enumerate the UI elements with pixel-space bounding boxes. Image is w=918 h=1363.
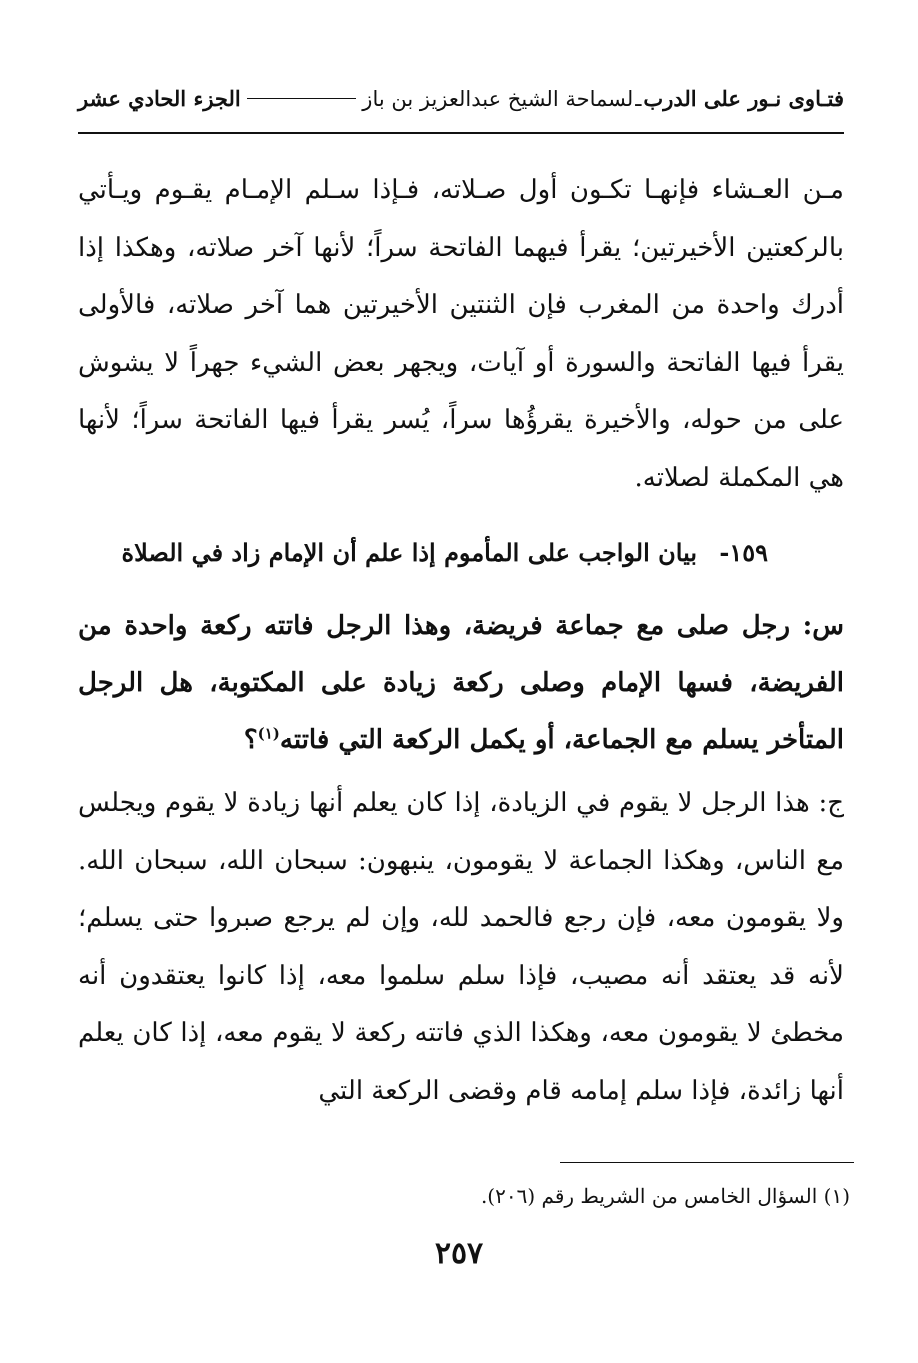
header-dash-rule — [247, 98, 357, 99]
footnote-divider — [560, 1162, 854, 1163]
section-number: ١٥٩- — [719, 538, 768, 567]
section-title: بيان الواجب على المأموم إذا علم أن الإمام زاد في الصلاة — [121, 538, 697, 567]
section-heading — [78, 533, 768, 573]
question-end-mark: ؟ — [243, 725, 258, 755]
question-text: س: رجل صلى مع جماعة فريضة، وهذا الرجل فاتته ركعة واحدة من الفريضة، فسها الإمام وصلى ركعة زيادة على المكتوبة، هل الرجل المتأخر يسلم مع الجماعة، أو يكمل الركعة التي فاتته — [78, 611, 844, 755]
author-name: لسماحة الشيخ عبدالعزيز بن باز — [362, 87, 634, 111]
header-divider — [78, 132, 844, 134]
question-paragraph — [78, 598, 844, 769]
answer-paragraph: ج: هذا الرجل لا يقوم في الزيادة، إذا كان يعلم أنها زيادة لا يقوم ويجلس مع الناس، وهكذا الجماعة لا يقومون، ينبهون: سبحان الله، سبحان الله. ولا يقومون معه، فإن رجع فالحمد لله، وإن لم يرجع صبروا حتى يسلم؛ لأنه قد يعتقد أنه مصيب، فإذا سلم سلموا معه، إذا كانوا يعتقدون أنه مخطئ لا يقومون معه، وهكذا الذي فاتته ركعة لا يقوم معه، إذا كان يعلم أنها زائدة، فإذا سلم إمامه قام وقضى الركعة التي — [78, 788, 845, 1106]
volume-part: الجزء الحادي عشر — [78, 86, 241, 111]
running-header — [78, 86, 844, 111]
book-title: فتـاوى نـور على الدرب — [643, 86, 844, 111]
page-number: ٢٥٧ — [434, 1236, 484, 1271]
continuation-paragraph: مـن العـشاء فإنهـا تكـون أول صـلاته، فـإذا سـلم الإمـام يقـوم ويـأتي بالركعتين الأخيرتين؛ يقرأ فيهما الفاتحة سراً؛ لأنها آخر صلاته، وهكذا إذا أدرك واحدة من المغرب فإن الثنتين الأخيرتين هما آخر صلاته، فالأولى يقرأ فيها الفاتحة والسورة أو آيات، ويجهر بعض الشيء جهراً لا يشوش على من حوله، والأخيرة يقرؤُها سراً، يُسر يقرأ فيها الفاتحة سراً؛ لأنها هي المكملة لصلاته. — [78, 175, 844, 493]
footnote-reference: (١) — [257, 724, 280, 743]
header-separator: ـ — [635, 87, 642, 111]
footnote: (١) السؤال الخامس من الشريط رقم (٢٠٦). — [480, 1184, 850, 1208]
